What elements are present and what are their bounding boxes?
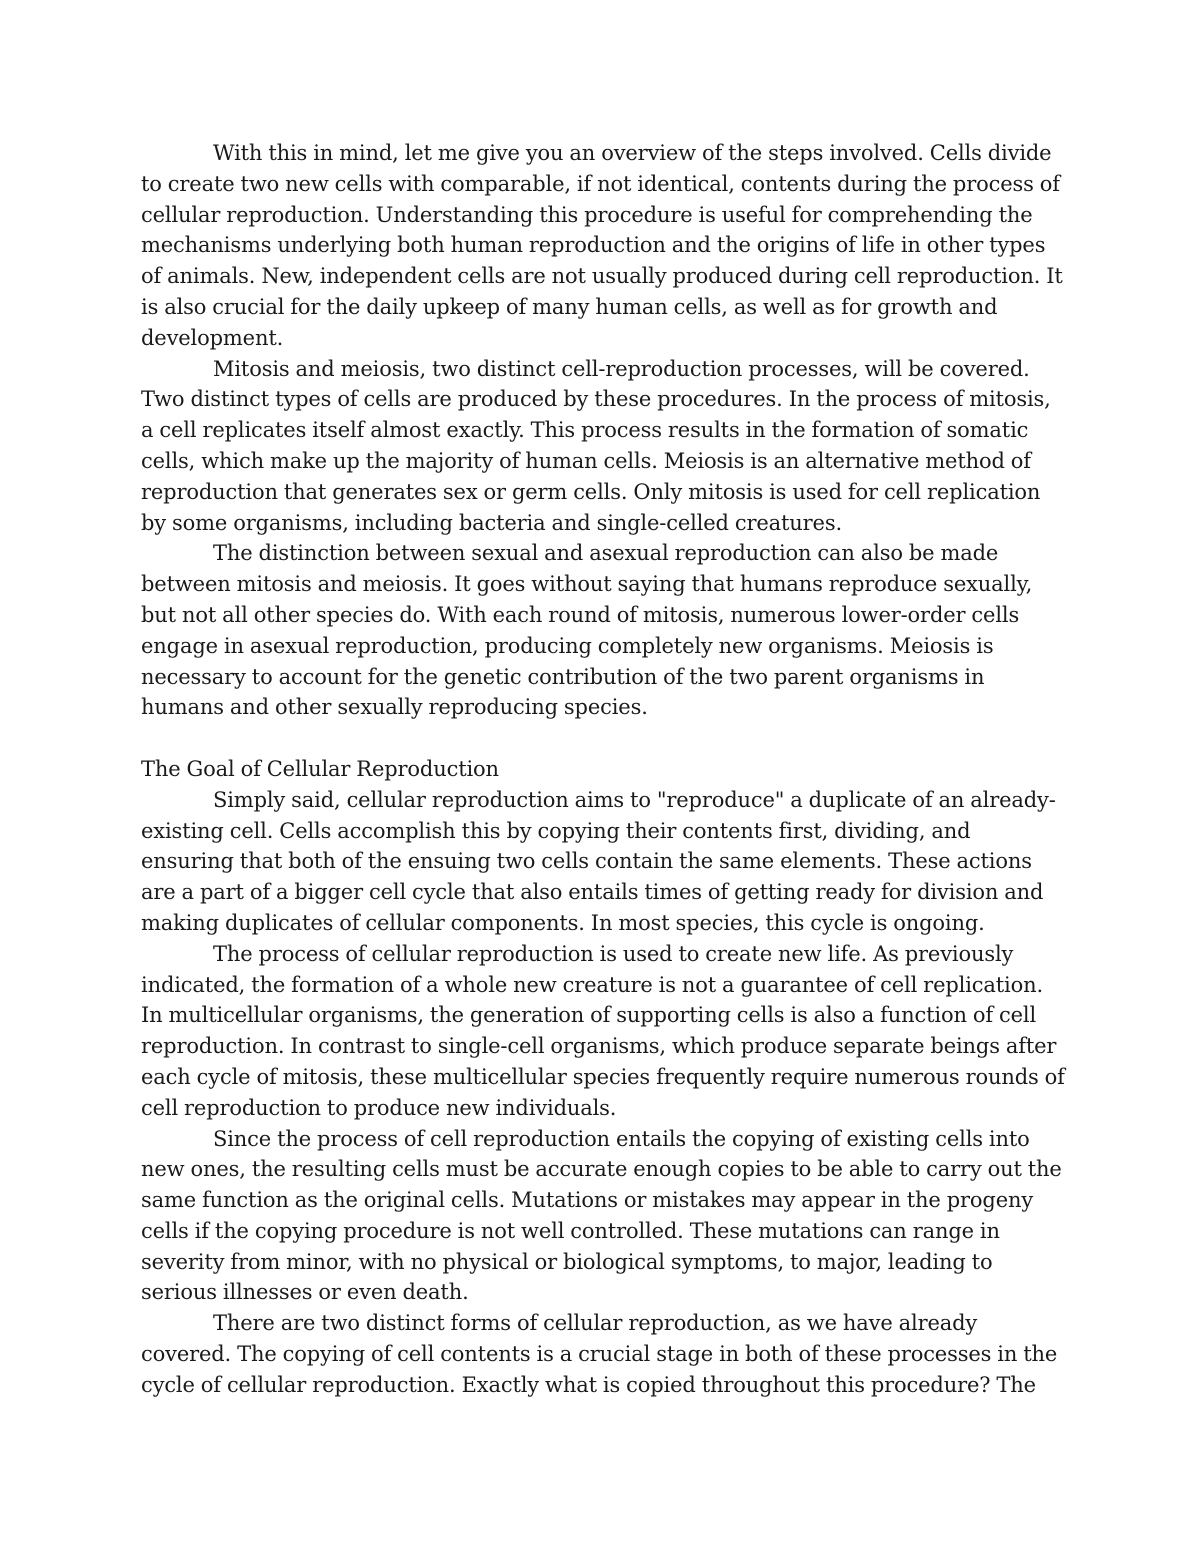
body-paragraph: Since the process of cell reproduction entails the copying of existing cells into new ones, the resulting cells must be accurate enough copies to be able to carry out the same function as the original cells. Mutations or mistakes may appear in the progeny cells if the copying procedure is not well controlled. These mutations can range in severity from minor, with no physical or biological symptoms, to major, leading to serious illnesses or even death. [141, 1126, 1062, 1305]
section-heading: The Goal of Cellular Reproduction [141, 756, 499, 781]
body-paragraph: Mitosis and meiosis, two distinct cell-reproduction processes, will be covered. Two distinct types of cells are produced by these procedures. In the process of mitosis, a cell replicates itself almost exactly. This process results in the formation of somatic cells, which make up the majority of human cells. Meiosis is an alternative method of reproduction that generates sex or germ cells. Only mitosis is used for cell replication by some organisms, including bacteria and single-celled creatures. [141, 356, 1051, 535]
body-paragraph: With this in mind, let me give you an overview of the steps involved. Cells divide to create two new cells with comparable, if not identical, contents during the process of cellular reproduction. Understanding this procedure is useful for comprehending the mechanisms underlying both human reproduction and the origins of life in other types of animals. New, independent cells are not usually produced during cell reproduction. It is also crucial for the daily upkeep of many human cells, as well as for growth and development. [141, 141, 1063, 350]
body-paragraph: There are two distinct forms of cellular reproduction, as we have already covered. The copying of cell contents is a crucial stage in both of these processes in the cycle of cellular reproduction. Exactly what is copied throughout this procedure? The [141, 1311, 1058, 1397]
body-paragraph: The distinction between sexual and asexual reproduction can also be made between mitosis and meiosis. It goes without saying that humans reproduce sexually, but not all other species do. With each round of mitosis, numerous lower-order cells engage in asexual reproduction, producing completely new organisms. Meiosis is necessary to account for the genetic contribution of the two parent organisms in humans and other sexually reproducing species. [141, 541, 1033, 720]
body-paragraph: Simply said, cellular reproduction aims to "reproduce" a duplicate of an already-existing cell. Cells accomplish this by copying their contents first, dividing, and ensuring that both of the ensuing two cells contain the same elements. These actions are a part of a bigger cell cycle that also entails times of getting ready for division and making duplicates of cellular components. In most species, this cycle is ongoing. [141, 787, 1056, 935]
body-paragraph: The process of cellular reproduction is used to create new life. As previously indicated, the formation of a whole new creature is not a guarantee of cell replication. In multicellular organisms, the generation of supporting cells is also a function of cell reproduction. In contrast to single-cell organisms, which produce separate beings after each cycle of mitosis, these multicellular species frequently require numerous rounds of cell reproduction to produce new individuals. [141, 941, 1065, 1120]
document-body [141, 138, 1066, 1401]
